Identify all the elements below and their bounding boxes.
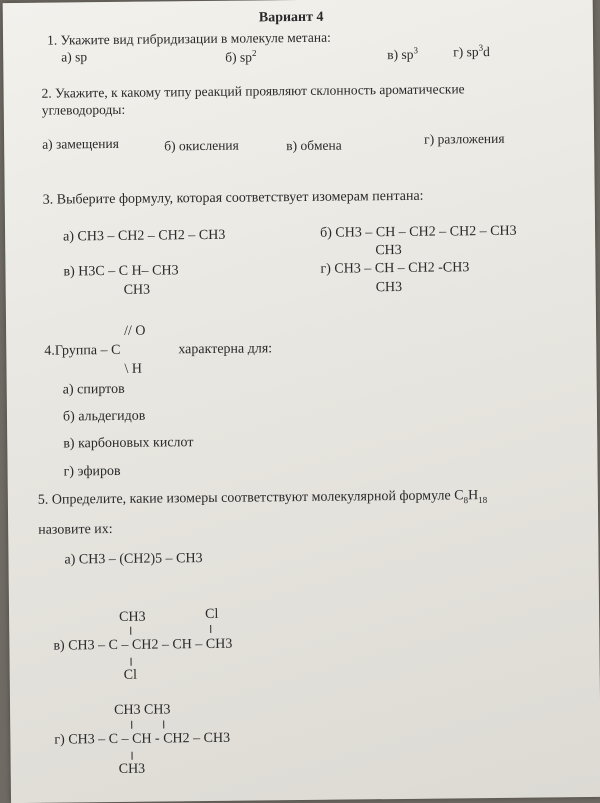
q5-v-branch-cl-top: Cl — [205, 606, 219, 623]
q4-group-label: 4.Группа – С — [44, 342, 121, 359]
q1-option-d: г) $sp^3d$ — [453, 42, 490, 60]
q1-text: 1. Укажите вид гибридизации в молекуле метана: — [46, 29, 331, 48]
q4-option-c: в) карбоновых кислот — [63, 435, 194, 452]
q4-option-b: б) альдегидов — [62, 408, 146, 425]
q3-option-b-main: б) CH3 – CH – CH2 – CH2 – CH3 — [320, 223, 517, 241]
q5-g-bond-top-right — [163, 720, 164, 728]
q1-option-c: в) $sp^3$ — [387, 45, 418, 63]
q2-option-a: а) замещения — [42, 135, 120, 152]
q3-option-c-branch: CH3 — [123, 282, 151, 298]
q2-option-b: б) окисления — [164, 137, 239, 154]
q3-text: 3. Выберите формулу, которая соответствует изомерам пентана: — [42, 188, 424, 208]
q5-option-a: а) CH3 – (CH2)5 – CH3 — [64, 551, 203, 568]
q5-g-branch-top: CH3 CH3 — [114, 702, 171, 718]
variant-title: Вариант 4 — [258, 9, 324, 26]
q5-g-bond-top-left — [131, 721, 132, 729]
worksheet-page — [3, 0, 600, 803]
q3-option-d-branch: CH3 — [375, 279, 403, 296]
q5-v-main-chain: в) CH3 – C – CH2 – CH – CH3 — [53, 636, 233, 654]
q5-v-bond-top-right — [210, 625, 211, 633]
q5-v-bond-bottom — [131, 658, 132, 666]
q2-option-c: в) обмена — [286, 137, 342, 154]
q3-option-a: а) CH3 – CH2 – CH2 – CH3 — [63, 227, 226, 245]
q5-g-main-chain: г) CH3 – C – CH - CH2 – CH3 — [54, 730, 231, 748]
q5-v-branch-ch3: CH3 — [119, 609, 146, 625]
q1-option-a: а) sp — [61, 49, 88, 65]
q5-g-branch-bottom: CH3 — [118, 761, 146, 777]
q2-option-d: г) разложения — [424, 130, 505, 147]
q3-option-d-main: г) CH3 – CH – CH2 -CH3 — [320, 260, 470, 277]
q4-tail-text: характерна для: — [178, 341, 273, 358]
q4-option-a: а) спиртов — [62, 381, 125, 398]
q4-option-d: г) эфиров — [63, 463, 121, 480]
q2-text-line2: углеводороды: — [41, 101, 126, 118]
q5-text-line2: назовите их: — [38, 521, 113, 538]
q5-v-bond-top-left — [130, 627, 131, 635]
q4-group-double-bond-o: // O — [124, 323, 146, 339]
q2-text-line1: 2. Укажите, к какому типу реакций проявляют склонность ароматические — [41, 81, 465, 101]
q1-option-b: б) $sp^2$ — [225, 47, 257, 65]
q4-group-h: \ H — [124, 361, 143, 377]
q5-text: 5. Определите, какие изомеры соответствуют молекулярной формуле $C_8H_{18}$ — [37, 488, 488, 508]
q3-option-b-branch: CH3 — [375, 242, 402, 259]
q5-v-branch-cl-bottom: Cl — [123, 667, 138, 683]
q5-g-bond-bottom — [132, 752, 133, 760]
q3-option-c-main: в) H3C – C H– CH3 — [63, 263, 179, 280]
